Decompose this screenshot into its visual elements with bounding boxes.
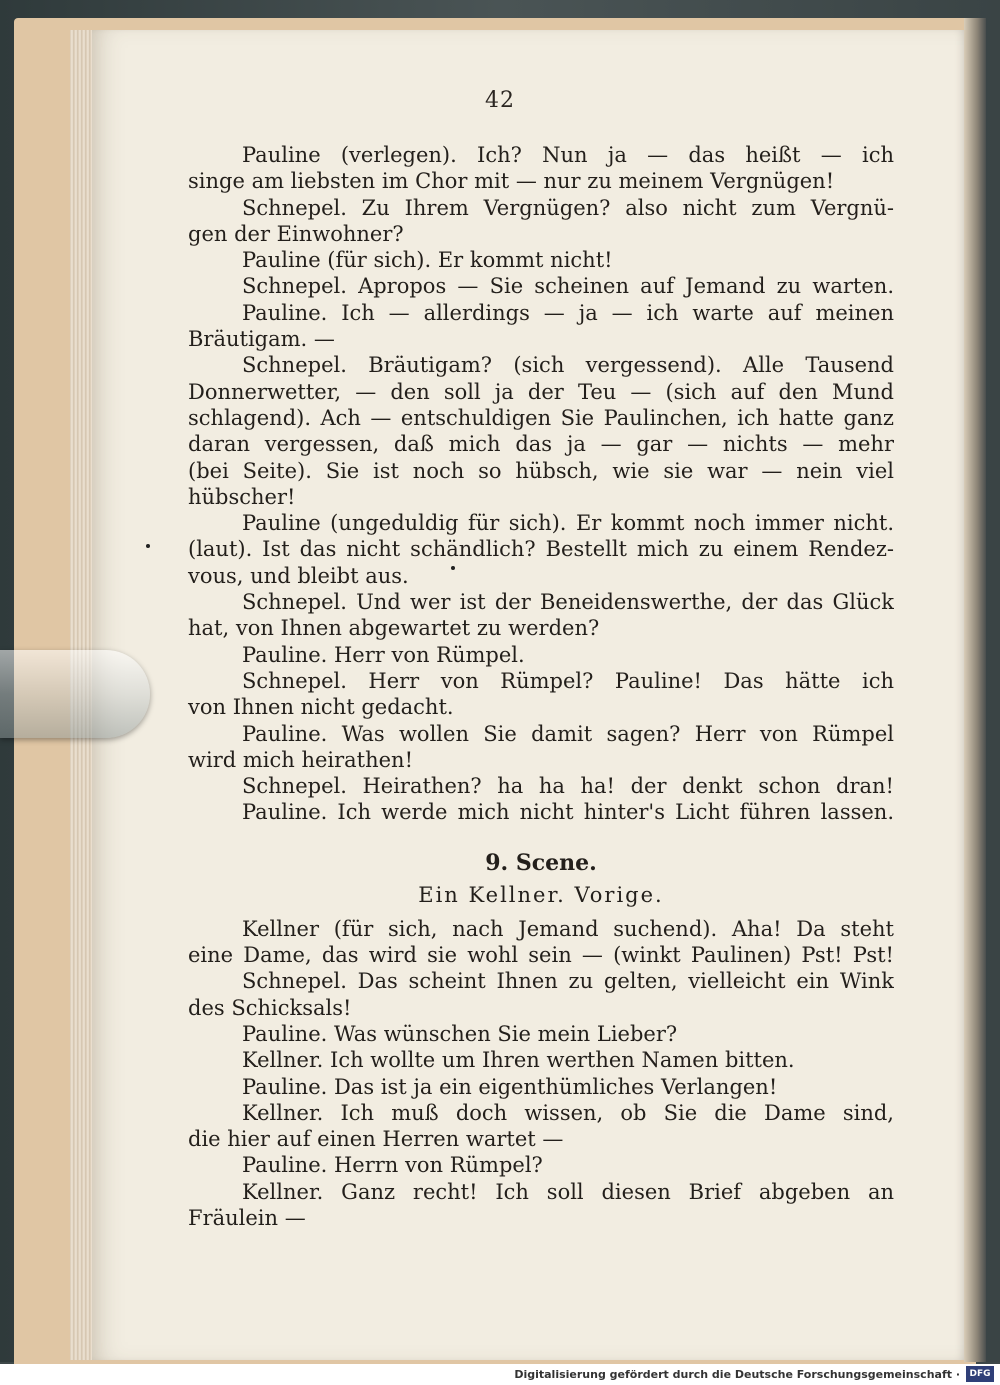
- text-line: gen der Einwohner?: [188, 221, 404, 246]
- text-line: Pauline (ungeduldig für sich). Er kommt noch immer nicht.: [242, 511, 894, 536]
- text-line: des Schicksals!: [188, 995, 352, 1020]
- text-line: Schnepel. Das scheint Ihnen zu gelten, vielleicht ein Wink: [242, 969, 894, 994]
- text-line: Pauline. Ich — allerdings — ja — ich warte auf meinen: [242, 300, 894, 325]
- text-line: (bei Seite). Sie ist noch so hübsch, wie sie war — nein viel: [188, 458, 894, 483]
- text-line: Pauline. Herr von Rümpel.: [242, 642, 525, 667]
- text-line: Schnepel. Herr von Rümpel? Pauline! Das hätte ich: [242, 668, 894, 693]
- text-line: Pauline. Was wünschen Sie mein Lieber?: [242, 1021, 678, 1046]
- text-line: Fräulein —: [188, 1205, 306, 1230]
- text-line: hat, von Ihnen abgewartet zu werden?: [188, 616, 600, 641]
- scene-title: 9. Scene.: [485, 849, 597, 876]
- page-number: 42: [485, 88, 515, 113]
- text-line: singe am liebsten im Chor mit — nur zu meinem Vergnügen!: [188, 169, 835, 194]
- text-line: Kellner (für sich, nach Jemand suchend). Aha! Da steht: [242, 916, 894, 941]
- text-line: Pauline. Herrn von Rümpel?: [242, 1153, 543, 1178]
- text-line: Pauline (für sich). Er kommt nicht!: [242, 248, 613, 273]
- text-line: wird mich heirathen!: [188, 747, 414, 772]
- text-line: daran vergessen, daß mich das ja — gar — nichts — mehr: [188, 432, 894, 457]
- dialogue-block-1: [188, 142, 894, 826]
- scene-cast: Ein Kellner. Vorige.: [418, 882, 664, 907]
- text-line: (laut). Ist das nicht schändlich? Bestellt mich zu einem Rendez-: [188, 537, 894, 562]
- text-line: Schnepel. Apropos — Sie scheinen auf Jemand zu warten.: [242, 274, 894, 299]
- book-right-edge: [964, 18, 986, 1362]
- text-line: Schnepel. Bräutigam? (sich vergessend). Alle Tausend: [242, 353, 894, 378]
- text-line: Pauline. Ich werde mich nicht hinter's Licht führen lassen.: [242, 800, 894, 825]
- ink-speck: [146, 544, 150, 548]
- text-line: Kellner. Ich muß doch wissen, ob Sie die Dame sind,: [242, 1100, 894, 1125]
- text-line: Pauline. Das ist ja ein eigenthümliches Verlangen!: [242, 1074, 778, 1099]
- text-line: schlagend). Ach — entschuldigen Sie Paulinchen, ich hatte ganz: [188, 405, 894, 430]
- text-line: Bräutigam. —: [188, 327, 335, 352]
- text-line: Pauline. Was wollen Sie damit sagen? Herr von Rümpel: [242, 721, 894, 746]
- text-line: eine Dame, das wird sie wohl sein — (winkt Paulinen) Pst! Pst!: [188, 943, 894, 968]
- text-line: Schnepel. Und wer ist der Beneidenswerthe, der das Glück: [242, 590, 894, 615]
- text-line: die hier auf einen Herren wartet —: [188, 1127, 564, 1152]
- text-line: Schnepel. Zu Ihrem Vergnügen? also nicht zum Vergnü-: [242, 195, 894, 220]
- text-line: von Ihnen nicht gedacht.: [188, 695, 454, 720]
- text-line: Kellner. Ganz recht! Ich soll diesen Brief abgeben an: [242, 1179, 894, 1204]
- text-line: hübscher!: [188, 484, 296, 509]
- page-text: [188, 142, 894, 1231]
- dialogue-block-2: [188, 916, 894, 1232]
- text-line: Donnerwetter, — den soll ja der Teu — (sich auf den Mund: [188, 379, 894, 404]
- page-clip: [0, 650, 150, 738]
- text-line: Schnepel. Heirathen? ha ha ha! der denkt schon dran!: [242, 774, 894, 799]
- text-line: vous, und bleibt aus.: [188, 563, 409, 588]
- dfg-logo: DFG: [966, 1366, 994, 1382]
- text-line: Kellner. Ich wollte um Ihren werthen Namen bitten.: [242, 1048, 795, 1073]
- ink-speck: [451, 566, 455, 570]
- footer-credit: Digitalisierung gefördert durch die Deutsche Forschungsgemeinschaft ·: [0, 1364, 1000, 1385]
- text-line: Pauline (verlegen). Ich? Nun ja — das heißt — ich: [242, 143, 894, 167]
